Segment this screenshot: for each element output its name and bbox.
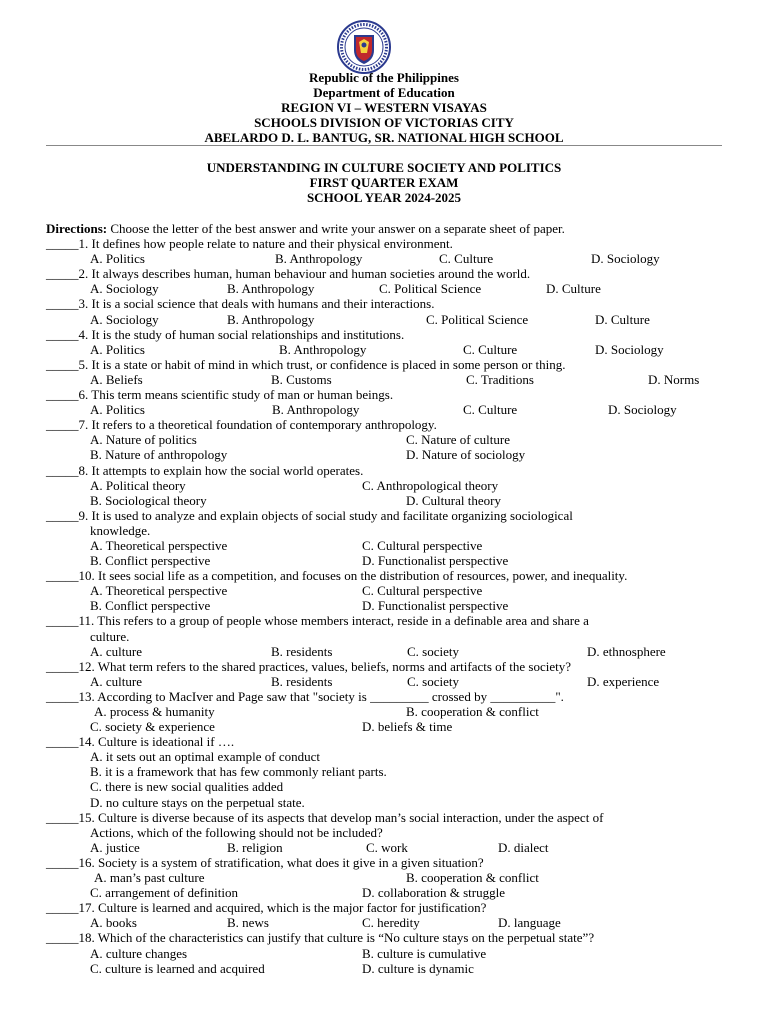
directions-label: Directions: [46, 221, 108, 236]
option: D. dialect [498, 839, 549, 855]
option: C. there is new social qualities added [90, 779, 284, 795]
option: D. Sociology [591, 251, 660, 267]
option: D. Norms [648, 371, 700, 387]
option: C. society [407, 673, 459, 689]
option-row [46, 583, 726, 598]
question-stem-cont: knowledge. [90, 522, 151, 538]
header-divider [46, 145, 722, 146]
header-line: Department of Education [313, 85, 455, 100]
option-row [46, 251, 726, 266]
option: A. culture [90, 643, 142, 659]
option-row [46, 342, 726, 357]
option: B. Sociological theory [90, 492, 207, 508]
question-stem: _____10. It sees social life as a competition, and focuses on the distribution of resources, power, and inequality. [46, 568, 628, 584]
option: B. Customs [271, 371, 332, 387]
option-row [46, 493, 726, 508]
option: A. Theoretical perspective [90, 583, 228, 599]
option: D. Culture [546, 281, 601, 297]
option: C. society [407, 643, 459, 659]
option: D. collaboration & struggle [362, 885, 505, 901]
option: A. Beliefs [90, 371, 143, 387]
question-stem: _____12. What term refers to the shared practices, values, beliefs, norms and artifacts of the society? [46, 658, 571, 674]
option-row [46, 447, 726, 462]
question-stem: _____4. It is the study of human social relationships and institutions. [46, 326, 405, 342]
option: B. news [227, 915, 269, 931]
option: B. cooperation & conflict [406, 870, 539, 886]
option: D. Culture [595, 311, 650, 327]
option-row [46, 961, 726, 976]
header-line: Republic of the Philippines [309, 70, 459, 85]
option: A. Political theory [90, 477, 186, 493]
option: C. Culture [463, 341, 518, 357]
option: A. Politics [90, 402, 145, 418]
question-stem: _____5. It is a state or habit of mind in which trust, or confidence is placed in some person or thing. [46, 356, 566, 372]
option-row [46, 598, 726, 613]
question-stem: _____14. Culture is ideational if …. [46, 734, 235, 750]
option: C. Political Science [379, 281, 482, 297]
option: C. heredity [362, 915, 420, 931]
option: B. Conflict perspective [90, 553, 211, 569]
option: C. culture is learned and acquired [90, 960, 265, 976]
option: A. books [90, 915, 137, 931]
question-stem: _____7. It refers to a theoretical foundation of contemporary anthropology. [46, 417, 437, 433]
option: C. work [366, 839, 408, 855]
option: A. Politics [90, 341, 145, 357]
question-stem: _____11. This refers to a group of people whose members interact, reside in a definable area and share a [46, 613, 589, 629]
option-row [46, 840, 726, 855]
option-row [46, 372, 726, 387]
option: B. Anthropology [227, 281, 315, 297]
option-row [46, 674, 726, 689]
question-stem: _____16. Society is a system of stratification, what does it give in a given situation? [46, 854, 484, 870]
option: C. arrangement of definition [90, 885, 239, 901]
question-stem: _____13. According to MacIver and Page saw that "society is _________ crossed by __________". [46, 688, 564, 704]
question-stem: _____1. It defines how people relate to nature and their physical environment. [46, 236, 453, 252]
option: A. justice [90, 839, 140, 855]
option: B. cooperation & conflict [406, 704, 539, 719]
option: A. Sociology [90, 311, 159, 327]
option-row [46, 644, 726, 659]
option: D. Nature of sociology [406, 447, 526, 463]
question-stem-cont: Actions, which of the following should not be included? [90, 824, 383, 840]
option-row [46, 719, 726, 734]
option: A. process & humanity [94, 704, 215, 719]
option-row [46, 870, 726, 885]
option: B. residents [271, 643, 333, 659]
option: D. ethnosphere [587, 643, 666, 659]
option: C. society & experience [90, 719, 215, 735]
option: C. Cultural perspective [362, 583, 483, 599]
question-stem: _____3. It is a social science that deals with humans and their interactions. [46, 296, 435, 312]
option-row [46, 478, 726, 493]
school-year: SCHOOL YEAR 2024-2025 [306, 190, 462, 205]
option-row [46, 402, 726, 417]
question-stem: _____9. It is used to analyze and explain objects of social study and facilitate organizing sociological [46, 507, 573, 523]
option: B. Anthropology [275, 251, 363, 267]
option-row [46, 704, 726, 719]
question-stem: _____6. This term means scientific study of man or human beings. [46, 387, 394, 403]
option: D. language [498, 915, 561, 931]
option: A. man’s past culture [94, 870, 205, 886]
option-row [46, 538, 726, 553]
option: B. residents [271, 673, 333, 689]
option: C. Traditions [466, 371, 534, 387]
option: C. Nature of culture [406, 432, 510, 448]
option: A. Nature of politics [90, 432, 197, 448]
option: B. Anthropology [227, 311, 315, 327]
option: A. Sociology [90, 281, 159, 297]
directions-text: Choose the letter of the best answer and write your answer on a separate sheet of paper. [107, 221, 565, 236]
option: D. Cultural theory [406, 492, 501, 508]
option: A. Theoretical perspective [90, 537, 228, 553]
directions [46, 221, 726, 236]
option: C. Political Science [426, 311, 529, 327]
option: D. Functionalist perspective [362, 553, 509, 569]
school-name: ABELARDO D. L. BANTUG, SR. NATIONAL HIGH SCHOOL [204, 130, 564, 145]
option-row [46, 281, 726, 296]
option: A. it sets out an optimal example of conduct [90, 749, 320, 765]
option: A. culture [90, 673, 142, 689]
question-stem-cont: culture. [90, 628, 130, 644]
option: D. Sociology [608, 402, 677, 418]
exam-subject: UNDERSTANDING IN CULTURE SOCIETY AND POLITICS [206, 160, 562, 175]
option: C. Cultural perspective [362, 537, 483, 553]
option: B. religion [227, 839, 283, 855]
option: C. Anthropological theory [362, 477, 499, 493]
option: D. Functionalist perspective [362, 598, 509, 614]
option-row [46, 312, 726, 327]
option-row [46, 553, 726, 568]
option: B. culture is cumulative [362, 945, 487, 961]
option: D. culture is dynamic [362, 960, 474, 976]
header-line: REGION VI – WESTERN VISAYAS [281, 100, 487, 115]
option: B. Conflict perspective [90, 598, 211, 614]
option: D. no culture stays on the perpetual state. [90, 794, 305, 810]
option-row [46, 915, 726, 930]
option-row [46, 946, 726, 961]
header-line: SCHOOLS DIVISION OF VICTORIAS CITY [254, 115, 514, 130]
option: D. beliefs & time [362, 719, 453, 735]
option: B. it is a framework that has few commonly reliant parts. [90, 764, 387, 780]
question-stem: _____18. Which of the characteristics can justify that culture is “No culture stays on the perpetual state”? [46, 930, 595, 946]
option: D. Sociology [595, 341, 664, 357]
question-stem: _____2. It always describes human, human behaviour and human societies around the world. [46, 266, 531, 282]
option: B. Anthropology [279, 341, 367, 357]
question-stem: _____17. Culture is learned and acquired, which is the major factor for justification? [46, 900, 487, 916]
deped-seal-icon [337, 20, 391, 74]
option: B. Nature of anthropology [90, 447, 228, 463]
option-row [46, 885, 726, 900]
exam-body [46, 221, 726, 976]
option: B. Anthropology [272, 402, 360, 418]
exam-term: FIRST QUARTER EXAM [309, 175, 459, 190]
option: D. experience [587, 673, 660, 689]
option-row [46, 432, 726, 447]
option: A. Politics [90, 251, 145, 267]
option: C. Culture [439, 251, 494, 267]
option: A. culture changes [90, 945, 188, 961]
option: C. Culture [463, 402, 518, 418]
question-stem: _____15. Culture is diverse because of its aspects that develop man’s social interaction, under the aspect of [46, 809, 604, 825]
question-stem: _____8. It attempts to explain how the social world operates. [46, 462, 364, 478]
